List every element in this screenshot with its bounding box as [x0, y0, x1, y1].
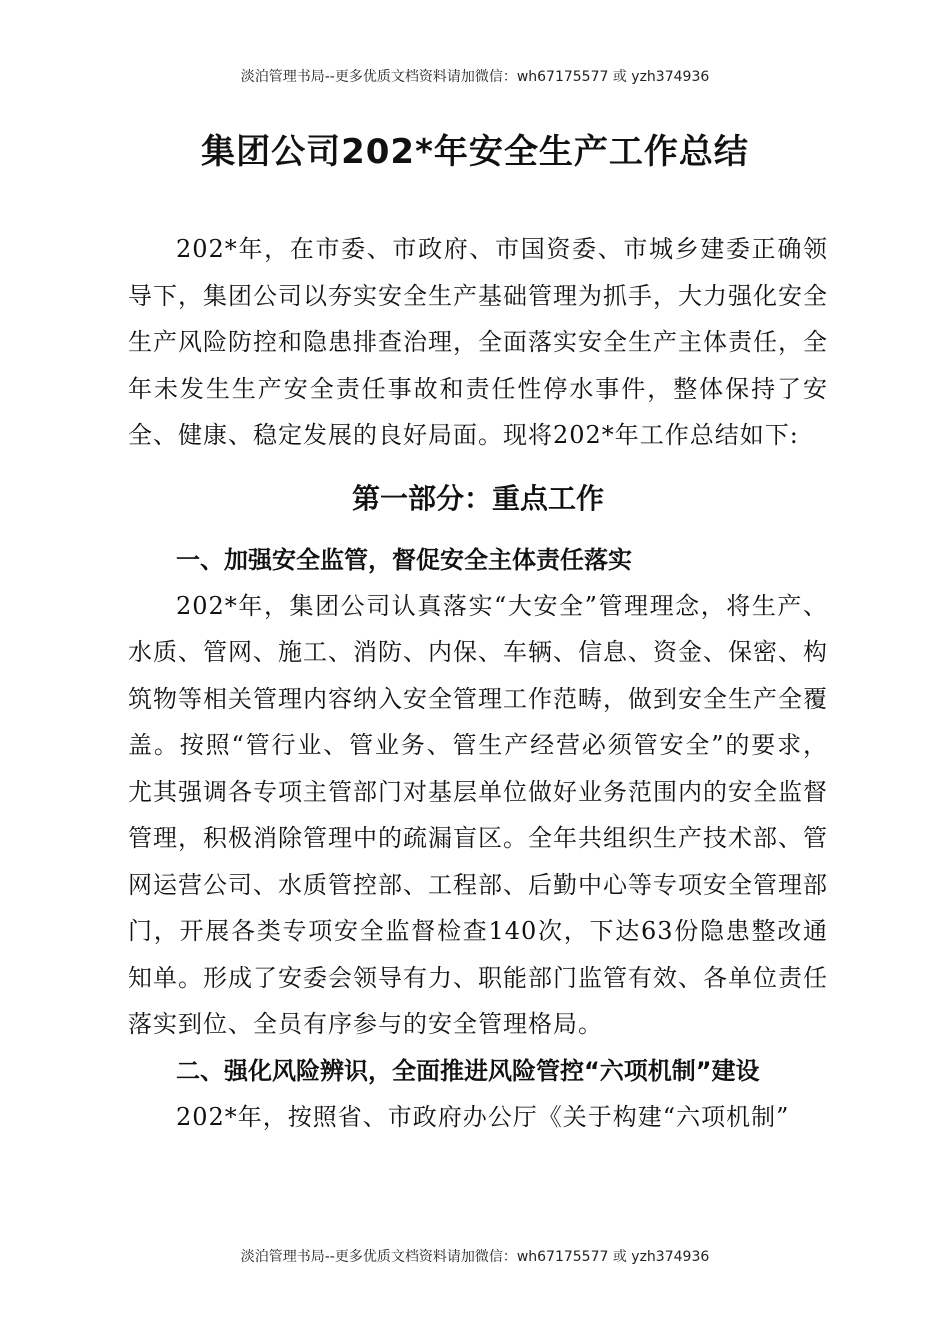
intro-paragraph: 202*年，在市委、市政府、市国资委、市城乡建委正确领导下，集团公司以夯实安全生产基础管理为抓手，大力强化安全生产风险防控和隐患排查治理，全面落实安全生产主体责任，全年未发生生产安全责任事故和责任性停水事件，整体保持了安全、健康、稳定发展的良好局面。现将202*年工作总结如下: — [128, 235, 828, 449]
part-title: 第一部分：重点工作 — [351, 481, 604, 515]
section-2-paragraph: 202*年，按照省、市政府办公厅《关于构建“六项机制” — [176, 1102, 790, 1131]
document-title: 集团公司202*年安全生产工作总结 — [201, 132, 749, 172]
section-1-heading: 一、加强安全监管，督促安全主体责任落实 — [176, 545, 632, 574]
section-2-heading: 二、强化风险辨识，全面推进风险管控“六项机制”建设 — [176, 1056, 760, 1085]
document-body — [128, 226, 828, 1140]
header-watermark-note: 淡泊管理书局--更多优质文档资料请加微信：wh67175577 或 yzh374936 — [240, 69, 710, 85]
section-1-paragraph: 202*年，集团公司认真落实“大安全”管理理念，将生产、水质、管网、施工、消防、内保、车辆、信息、资金、保密、构筑物等相关管理内容纳入安全管理工作范畴，做到安全生产全覆盖。按照“管行业、管业务、管生产经营必须管安全”的要求，尤其强调各专项主管部门对基层单位做好业务范围内的安全监督管理，积极消除管理中的疏漏盲区。全年共组织生产技术部、管网运营公司、水质管控部、工程部、后勤中心等专项安全管理部门，开展各类专项安全监督检查140次，下达63份隐患整改通知单。形成了安委会领导有力、职能部门监管有效、各单位责任落实到位、全员有序参与的安全管理格局。 — [128, 591, 828, 1038]
footer-watermark-note: 淡泊管理书局--更多优质文档资料请加微信：wh67175577 或 yzh374936 — [240, 1249, 710, 1265]
